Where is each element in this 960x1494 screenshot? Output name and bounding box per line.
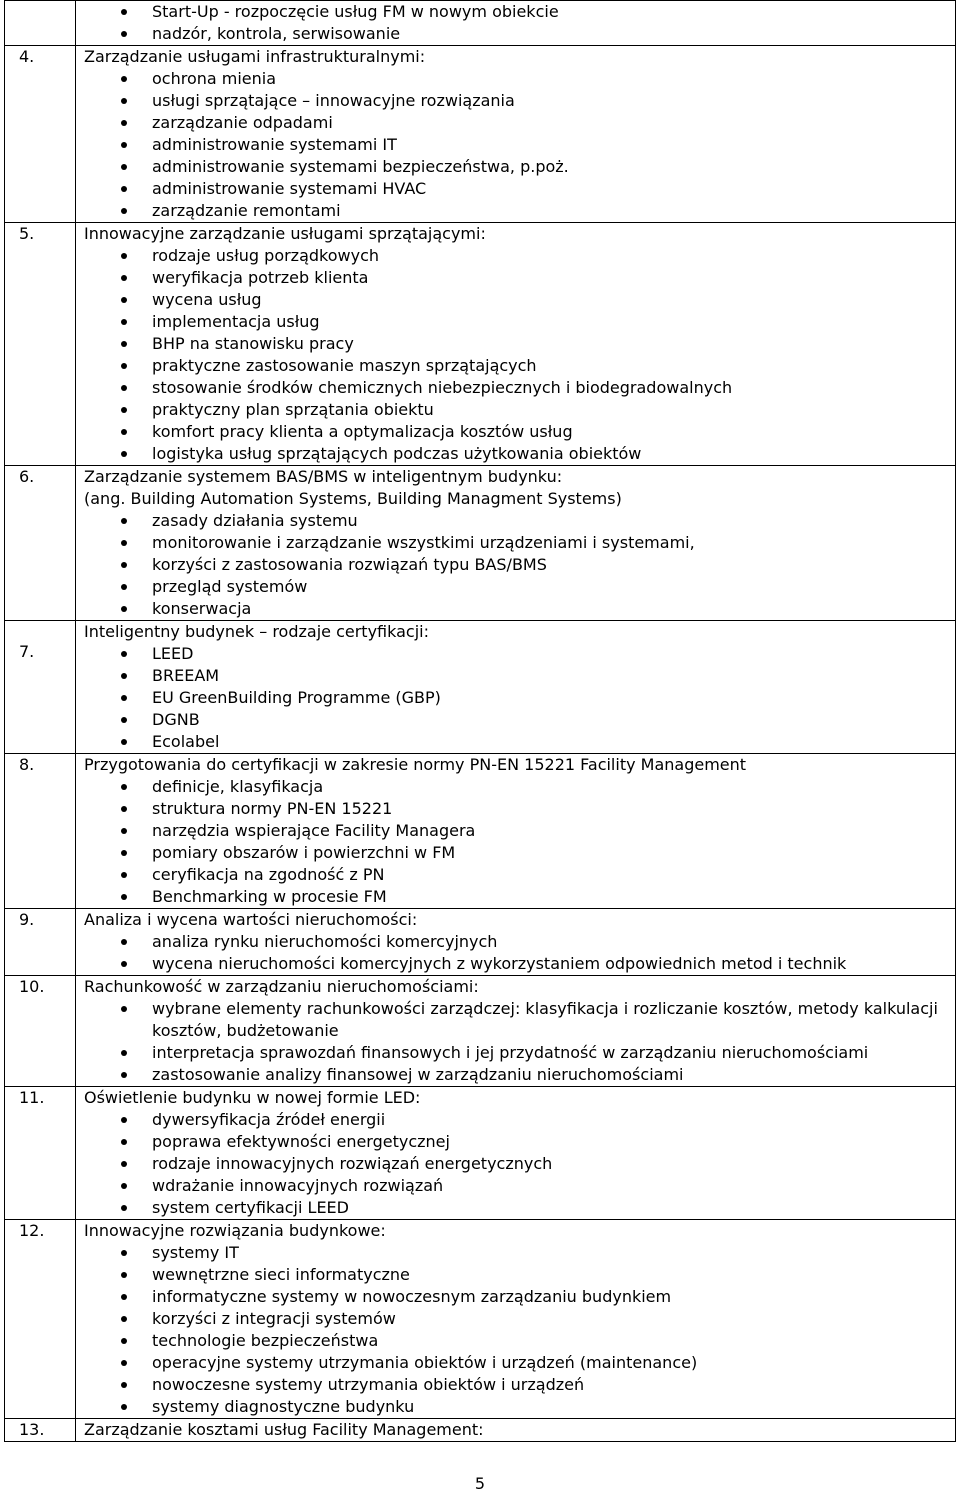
section-title: Zarządzanie kosztami usług Facility Management: (84, 1420, 484, 1439)
section-number-text: 8. (19, 755, 35, 774)
section-content (76, 466, 956, 621)
section-number (5, 621, 76, 754)
bullet-list (84, 931, 955, 975)
bullet-item: korzyści z zastosowania rozwiązań typu BAS/BMS (84, 554, 955, 576)
section-number-text: 12. (19, 1221, 45, 1240)
section-row (5, 1087, 956, 1220)
bullet-item: korzyści z integracji systemów (84, 1308, 955, 1330)
section-title: Zarządzanie usługami infrastrukturalnymi: (84, 47, 426, 66)
section-content (76, 1419, 956, 1442)
section-title: Innowacyjne zarządzanie usługami sprzątającymi: (84, 224, 486, 243)
section-title: Oświetlenie budynku w nowej formie LED: (84, 1088, 421, 1107)
bullet-item: ceryfikacja na zgodność z PN (84, 864, 955, 886)
bullet-item: BHP na stanowisku pracy (84, 333, 955, 355)
bullet-item: zastosowanie analizy finansowej w zarządzaniu nieruchomościami (84, 1064, 955, 1086)
section-number-text: 9. (19, 910, 35, 929)
bullet-item: technologie bezpieczeństwa (84, 1330, 955, 1352)
section-number (5, 1419, 76, 1442)
section-title: Zarządzanie systemem BAS/BMS w inteligentnym budynku: (84, 467, 563, 486)
section-row (5, 621, 956, 754)
bullet-item: zarządzanie remontami (84, 200, 955, 222)
bullet-item: Start-Up - rozpoczęcie usług FM w nowym obiekcie (84, 1, 955, 23)
program-table (4, 0, 956, 1442)
bullet-list (84, 776, 955, 908)
bullet-item: definicje, klasyfikacja (84, 776, 955, 798)
bullet-list (84, 643, 955, 753)
section-number (5, 46, 76, 223)
bullet-item: wewnętrzne sieci informatyczne (84, 1264, 955, 1286)
bullet-item: zarządzanie odpadami (84, 112, 955, 134)
section-row (5, 46, 956, 223)
section-number-text (19, 1, 75, 23)
section-content (76, 223, 956, 466)
section-number-text: 13. (19, 1420, 45, 1439)
bullet-item: LEED (84, 643, 955, 665)
section-number (5, 1220, 76, 1419)
section-title: Przygotowania do certyfikacji w zakresie normy PN-EN 15221 Facility Management (84, 755, 747, 774)
bullet-item: pomiary obszarów i powierzchni w FM (84, 842, 955, 864)
bullet-item: analiza rynku nieruchomości komercyjnych (84, 931, 955, 953)
bullet-item: stosowanie środków chemicznych niebezpiecznych i biodegradowalnych (84, 377, 955, 399)
bullet-item: wycena nieruchomości komercyjnych z wykorzystaniem odpowiednich metod i technik (84, 953, 955, 975)
bullet-list (84, 245, 955, 465)
section-row (5, 976, 956, 1087)
section-content (76, 1087, 956, 1220)
bullet-item: praktyczne zastosowanie maszyn sprzątających (84, 355, 955, 377)
bullet-item: monitorowanie i zarządzanie wszystkimi urządzeniami i systemami, (84, 532, 955, 554)
section-row (5, 1220, 956, 1419)
bullet-item: poprawa efektywności energetycznej (84, 1131, 955, 1153)
bullet-item: system certyfikacji LEED (84, 1197, 955, 1219)
section-content (76, 754, 956, 909)
section-title: Innowacyjne rozwiązania budynkowe: (84, 1221, 386, 1240)
section-number-text: 11. (19, 1088, 45, 1107)
bullet-list (84, 510, 955, 620)
section-number-text: 6. (19, 467, 35, 486)
bullet-item: administrowanie systemami HVAC (84, 178, 955, 200)
bullet-item: DGNB (84, 709, 955, 731)
bullet-item: rodzaje usług porządkowych (84, 245, 955, 267)
section-content (76, 1, 956, 46)
bullet-item: przegląd systemów (84, 576, 955, 598)
bullet-item: struktura normy PN-EN 15221 (84, 798, 955, 820)
bullet-item: wybrane elementy rachunkowości zarządczej: klasyfikacja i rozliczanie kosztów, metody kalkulacji kosztów, budżetowanie (84, 998, 955, 1042)
bullet-item: komfort pracy klienta a optymalizacja kosztów usług (84, 421, 955, 443)
section-content (76, 909, 956, 976)
section-content (76, 621, 956, 754)
bullet-item: implementacja usług (84, 311, 955, 333)
section-number (5, 909, 76, 976)
bullet-item: nowoczesne systemy utrzymania obiektów i urządzeń (84, 1374, 955, 1396)
bullet-list (84, 998, 955, 1086)
section-content (76, 976, 956, 1087)
section-number (5, 1, 76, 46)
bullet-item: systemy diagnostyczne budynku (84, 1396, 955, 1418)
section-number (5, 466, 76, 621)
page-number: 5 (474, 1474, 486, 1493)
bullet-item: administrowanie systemami IT (84, 134, 955, 156)
bullet-item: operacyjne systemy utrzymania obiektów i urządzeń (maintenance) (84, 1352, 955, 1374)
bullet-item: EU GreenBuilding Programme (GBP) (84, 687, 955, 709)
bullet-list (84, 1, 955, 45)
section-content (76, 46, 956, 223)
bullet-item: Ecolabel (84, 731, 955, 753)
bullet-item: praktyczny plan sprzątania obiektu (84, 399, 955, 421)
section-title: Analiza i wycena wartości nieruchomości: (84, 910, 418, 929)
section-number-text: 10. (19, 977, 45, 996)
section-number (5, 1087, 76, 1220)
section-title: Rachunkowość w zarządzaniu nieruchomościami: (84, 977, 479, 996)
bullet-item: ochrona mienia (84, 68, 955, 90)
bullet-item: wycena usług (84, 289, 955, 311)
bullet-item: interpretacja sprawozdań finansowych i jej przydatność w zarządzaniu nieruchomościami (84, 1042, 955, 1064)
section-number (5, 976, 76, 1087)
bullet-item: wdrażanie innowacyjnych rozwiązań (84, 1175, 955, 1197)
bullet-item: narzędzia wspierające Facility Managera (84, 820, 955, 842)
bullet-item: logistyka usług sprzątających podczas użytkowania obiektów (84, 443, 955, 465)
bullet-item: Benchmarking w procesie FM (84, 886, 955, 908)
section-row (5, 1, 956, 46)
section-row (5, 754, 956, 909)
bullet-item: zasady działania systemu (84, 510, 955, 532)
section-title: Inteligentny budynek – rodzaje certyfikacji: (84, 622, 429, 641)
section-row (5, 1419, 956, 1442)
bullet-list (84, 1109, 955, 1219)
section-number (5, 223, 76, 466)
bullet-item: weryfikacja potrzeb klienta (84, 267, 955, 289)
section-row (5, 223, 956, 466)
bullet-item: BREEAM (84, 665, 955, 687)
bullet-item: administrowanie systemami bezpieczeństwa, p.poż. (84, 156, 955, 178)
bullet-item: nadzór, kontrola, serwisowanie (84, 23, 955, 45)
section-subtitle: (ang. Building Automation Systems, Building Managment Systems) (84, 489, 622, 508)
section-number-text: 7. (19, 642, 35, 661)
section-number (5, 754, 76, 909)
section-number-text: 5. (19, 224, 35, 243)
bullet-item: dywersyfikacja źródeł energii (84, 1109, 955, 1131)
bullet-item: konserwacja (84, 598, 955, 620)
bullet-list (84, 68, 955, 222)
bullet-item: rodzaje innowacyjnych rozwiązań energetycznych (84, 1153, 955, 1175)
bullet-item: usługi sprzątające – innowacyjne rozwiązania (84, 90, 955, 112)
section-content (76, 1220, 956, 1419)
section-row (5, 466, 956, 621)
section-number-text: 4. (19, 47, 35, 66)
bullet-item: informatyczne systemy w nowoczesnym zarządzaniu budynkiem (84, 1286, 955, 1308)
section-row (5, 909, 956, 976)
bullet-list (84, 1242, 955, 1418)
bullet-item: systemy IT (84, 1242, 955, 1264)
